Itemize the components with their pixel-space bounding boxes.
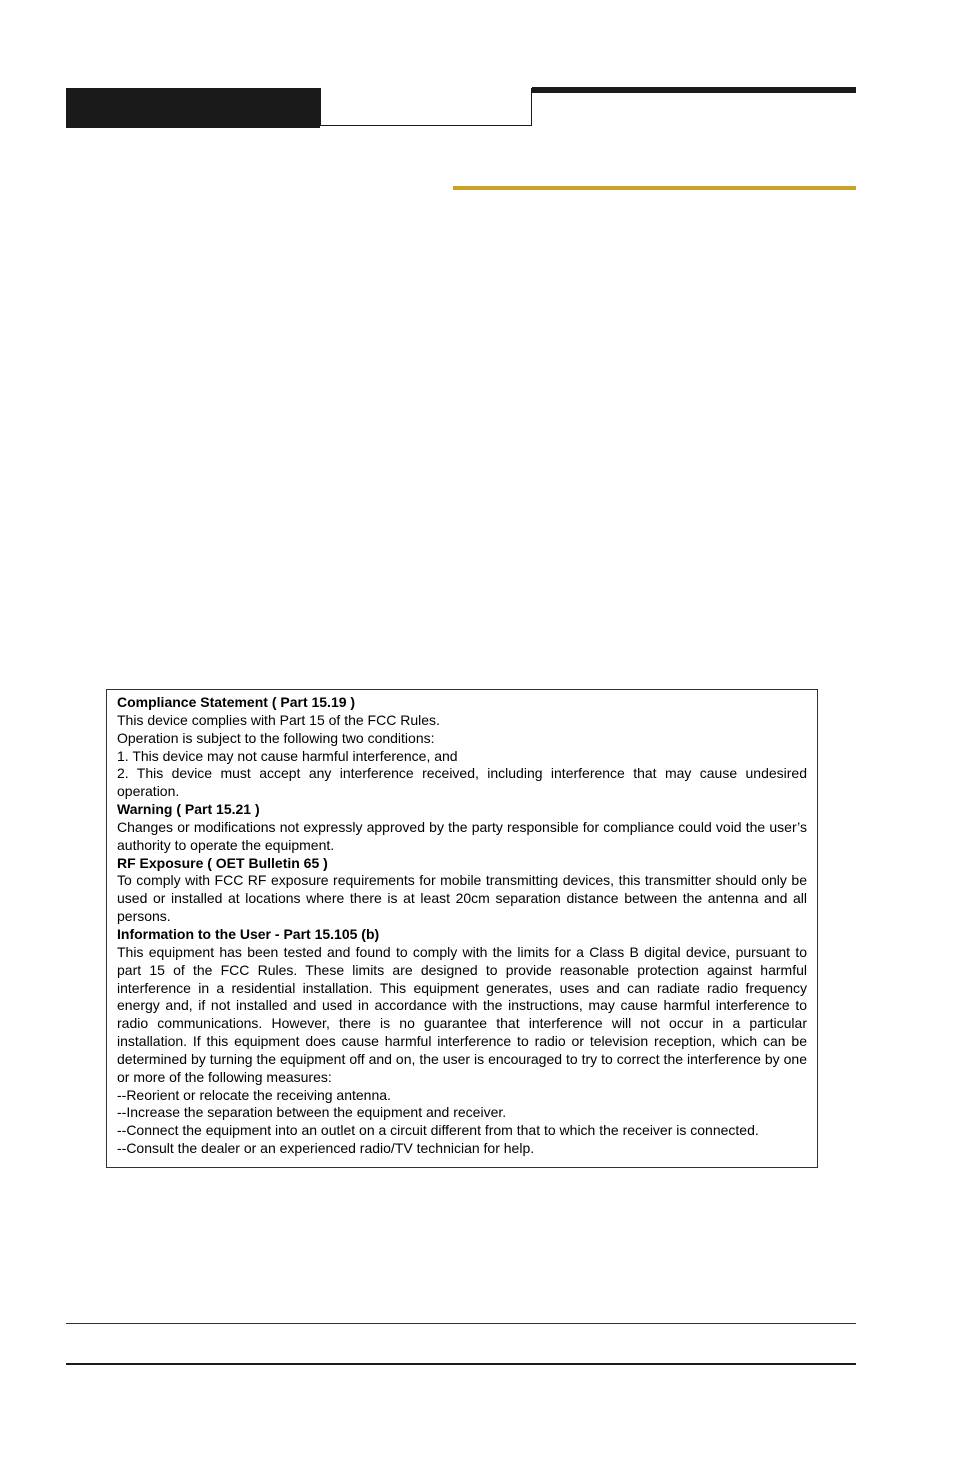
measure-item: --Connect the equipment into an outlet on a circuit different from that to which the receiver is connected. — [117, 1122, 759, 1139]
warning-heading: Warning ( Part 15.21 ) — [117, 801, 260, 818]
compliance-condition-1: 1. This device may not cause harmful interference, and — [117, 747, 458, 764]
compliance-conditions-intro: Operation is subject to the following two conditions: — [117, 729, 435, 746]
measure-item: --Reorient or relocate the receiving antenna. — [117, 1086, 391, 1103]
fcc-compliance-box — [106, 689, 818, 1168]
rf-exposure-text: To comply with FCC RF exposure requirements for mobile transmitting devices, this transmitter should only be used or installed at locations where there is at least 20cm separation distance between the antenna and all persons. — [117, 872, 807, 925]
header-white-tab — [320, 88, 532, 126]
user-information-heading: Information to the User - Part 15.105 (b) — [117, 925, 380, 942]
footer-rule-bottom — [66, 1363, 856, 1365]
warning-text: Changes or modifications not expressly approved by the party responsible for compliance could void the user’s authority to operate the equipment. — [117, 818, 807, 853]
compliance-statement-text: This device complies with Part 15 of the FCC Rules. — [117, 711, 440, 728]
footer-rule-top — [66, 1323, 856, 1324]
compliance-condition-2: 2. This device must accept any interference received, including interference that may cause undesired operation. — [117, 765, 807, 800]
header-rule — [532, 87, 856, 93]
section-gold-rule — [453, 186, 856, 190]
user-information-text: This equipment has been tested and found to comply with the limits for a Class B digital device, pursuant to part 15 of the FCC Rules. These limits are designed to provide reasonable protection against harmful interference in a residential installation. This equipment generates, uses and can radiate radio frequency energy and, if not installed and used in accordance with the instructions, may cause harmful interference to radio communications. However, there is no guarantee that interference will not occur in a particular installation. If this equipment does cause harmful interference to radio or television reception, which can be determined by turning the equipment off and on, the user is encouraged to try to correct the interference by one or more of the following measures: — [117, 943, 807, 1085]
rf-exposure-heading: RF Exposure ( OET Bulletin 65 ) — [117, 854, 328, 871]
measure-item: --Consult the dealer or an experienced radio/TV technician for help. — [117, 1140, 535, 1157]
compliance-statement-heading: Compliance Statement ( Part 15.19 ) — [117, 694, 356, 710]
header-black-tab — [66, 88, 320, 128]
measure-item: --Increase the separation between the equipment and receiver. — [117, 1104, 507, 1121]
